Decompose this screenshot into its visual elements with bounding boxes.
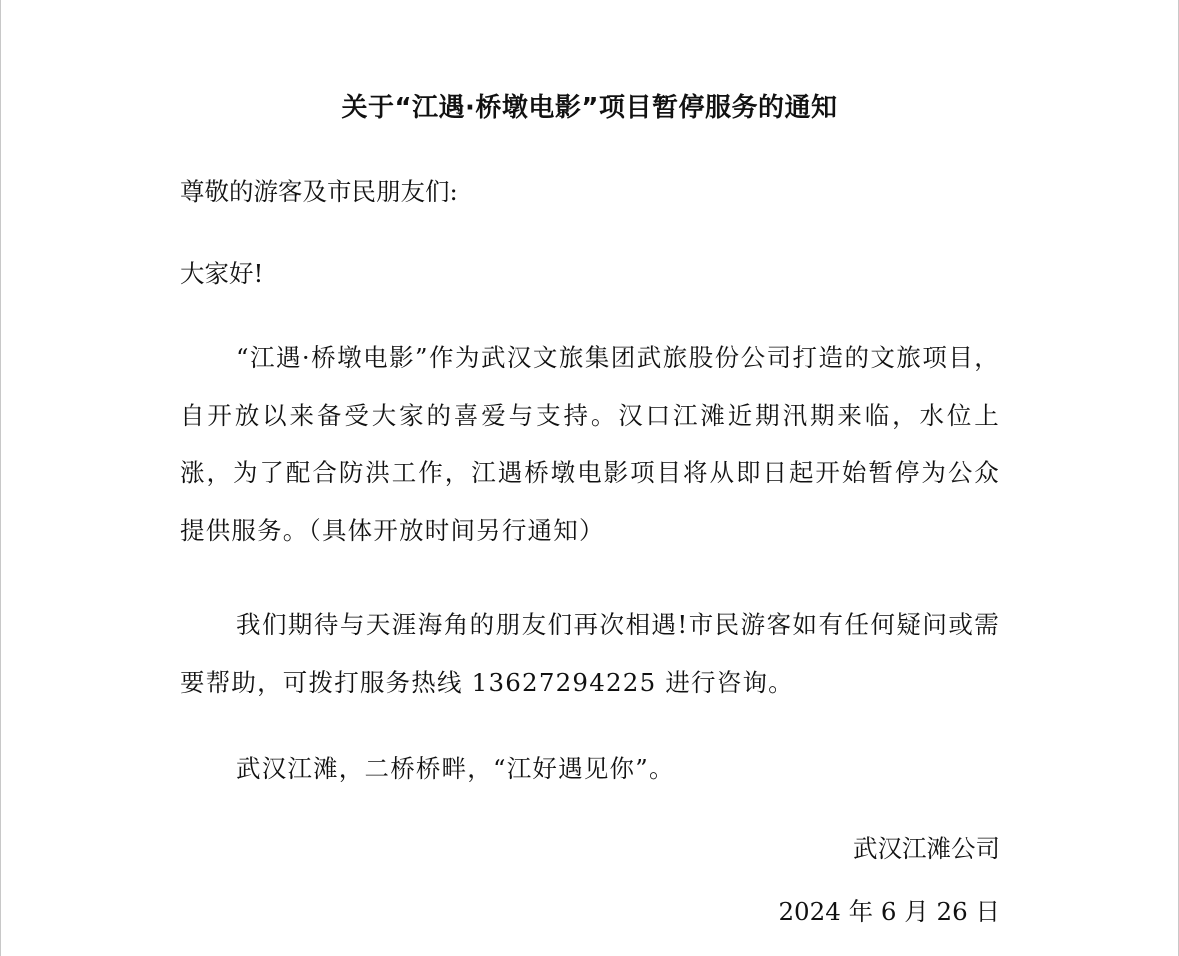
notice-title: 关于“江遇·桥墩电影”项目暂停服务的通知 [341, 93, 838, 123]
salutation: 尊敬的游客及市民朋友们: [180, 177, 458, 206]
page-left-edge [0, 0, 1, 956]
paragraph-closing: 武汉江滩，二桥桥畔，“江好遇见你”。 [236, 754, 675, 783]
paragraph-contact: 我们期待与天涯海角的朋友们再次相遇!市民游客如有任何疑问或需要帮助，可拨打服务热线 13627294225 进行咨询。 [180, 610, 1000, 697]
paragraph-announcement: “江遇·桥墩电影”作为武汉文旅集团武旅股份公司打造的文旅项目，自开放以来备受大家的喜爱与支持。汉口江滩近期汛期来临，水位上涨，为了配合防洪工作，江遇桥墩电影项目将从即日起开始暂停为公众提供服务。（具体开放时间另行通知） [180, 343, 1000, 545]
signature-organization: 武汉江滩公司 [853, 834, 1000, 863]
signature-date: 2024 年 6 月 26 日 [778, 897, 1000, 926]
greeting: 大家好! [180, 259, 264, 288]
